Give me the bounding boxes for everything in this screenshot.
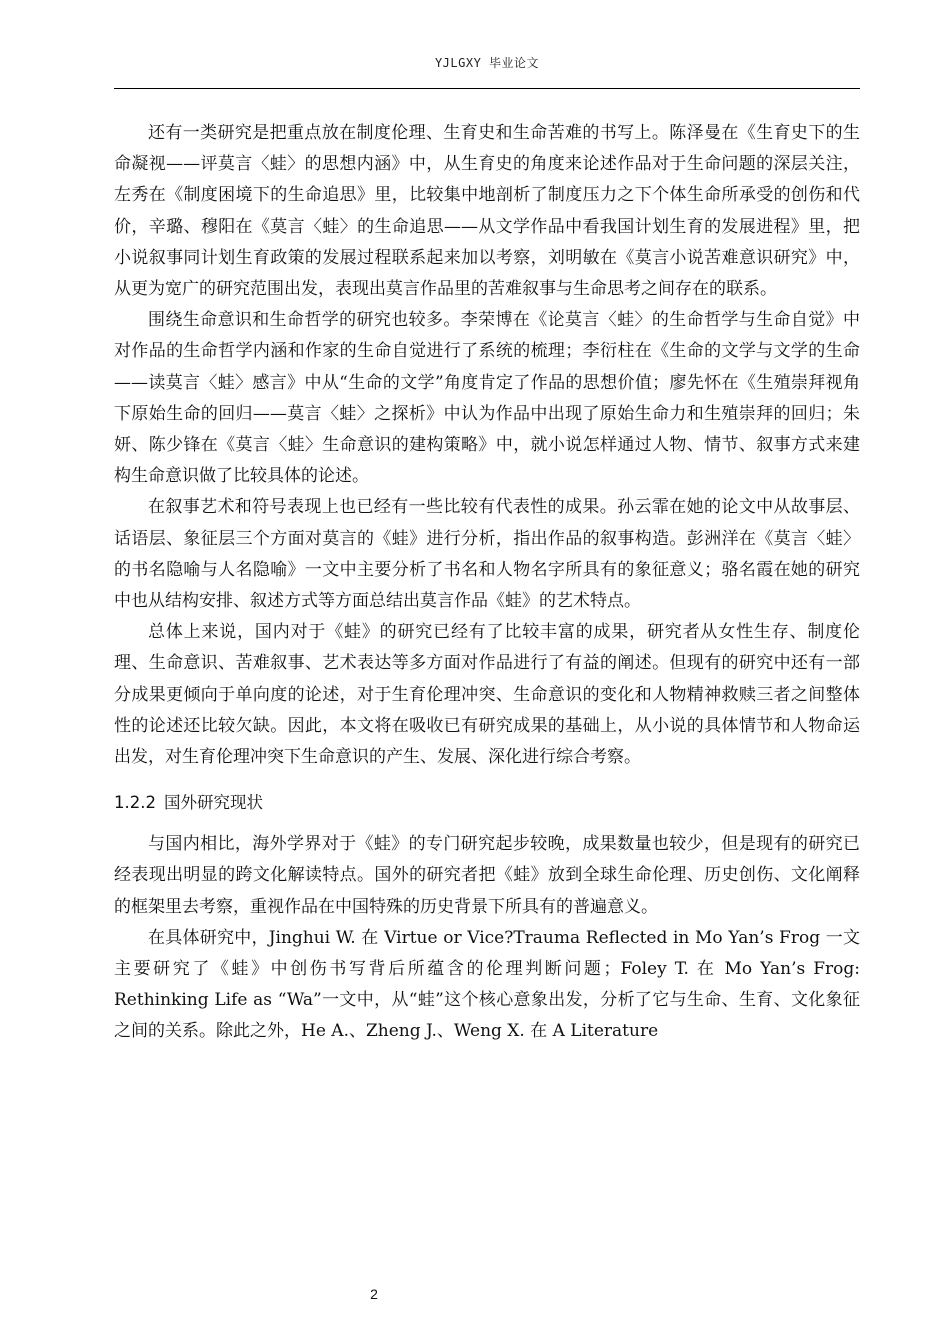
section-number: 1.2.2 (114, 793, 156, 813)
paragraph-narrative-art: 在叙事艺术和符号表现上也已经有一些比较有代表性的成果。孙云霏在她的论文中从故事层、话语层、象征层三个方面对莫言的《蛙》进行分析，指出作品的叙事构造。彭洲洋在《莫言〈蛙〉的书名隐喻与人名隐喻》一文中主要分析了书名和人物名字所具有的象征意义；骆名霞在她的研究中也从结构安排、叙述方式等方面总结出莫言作品《蛙》的艺术特点。 (114, 497, 860, 612)
section-heading (114, 785, 860, 821)
header-rule (114, 88, 860, 89)
document-body (114, 118, 860, 1048)
section-title: 国外研究现状 (163, 793, 263, 813)
paragraph-institutional-ethics: 还有一类研究是把重点放在制度伦理、生育史和生命苦难的书写上。陈泽曼在《生育史下的生命凝视——评莫言〈蛙〉的思想内涵》中，从生育史的角度来论述作品对于生命问题的深层关注，左秀在《制度困境下的生命追思》里，比较集中地剖析了制度压力之下个体生命所承受的创伤和代价，辛璐、穆阳在《莫言〈蛙〉的生命追思——从文学作品中看我国计划生育的发展进程》里，把小说叙事同计划生育政策的发展过程联系起来加以考察，刘明敏在《莫言小说苦难意识研究》中，从更为宽广的研究范围出发，表现出莫言作品里的苦难叙事与生命思考之间存在的联系。 (114, 123, 860, 300)
paragraph-domestic-summary: 总体上来说，国内对于《蛙》的研究已经有了比较丰富的成果，研究者从女性生存、制度伦理、生命意识、苦难叙事、艺术表达等多方面对作品进行了有益的阐述。但现有的研究中还有一部分成果更倾向于单向度的论述，对于生育伦理冲突、生命意识的变化和人物精神救赎三者之间整体性的论述还比较欠缺。因此，本文将在吸收已有研究成果的基础上，从小说的具体情节和人物命运出发，对生育伦理冲突下生命意识的产生、发展、深化进行综合考察。 (114, 622, 860, 768)
paragraph-overseas-specific: 在具体研究中，Jinghui W. 在 Virtue or Vice?Trauma Reflected in Mo Yan’s Frog 一文主要研究了《蛙》中创伤书写背后所蕴含的伦理判断问题；Foley T. 在 Mo Yan’s Frog: Rethinking Life as “Wa”一文中，从“蛙”这个核心意象出发，分析了它与生命、生育、文化象征之间的关系。除此之外，He A.、Zheng J.、Weng X. 在 A Literature (114, 927, 860, 1042)
page-header-title: YJLGXY 毕业论文 (434, 56, 540, 70)
paragraph-life-philosophy: 围绕生命意识和生命哲学的研究也较多。李荣博在《论莫言〈蛙〉的生命哲学与生命自觉》中对作品的生命哲学内涵和作家的生命自觉进行了系统的梳理；李衍柱在《生命的文学与文学的生命——读莫言〈蛙〉感言》中从“生命的文学”角度肯定了作品的思想价值；廖先怀在《生殖崇拜视角下原始生命的回归——莫言〈蛙〉之探析》中认为作品中出现了原始生命力和生殖崇拜的回归；朱妍、陈少锋在《莫言〈蛙〉生命意识的建构策略》中，就小说怎样通过人物、情节、叙事方式来建构生命意识做了比较具体的论述。 (114, 310, 860, 487)
paragraph-overseas-intro: 与国内相比，海外学界对于《蛙》的专门研究起步较晚，成果数量也较少，但是现有的研究已经表现出明显的跨文化解读特点。国外的研究者把《蛙》放到全球生命伦理、历史创伤、文化阐释的框架里去考察，重视作品在中国特殊的历史背景下所具有的普遍意义。 (114, 834, 860, 917)
page-number: 2 (370, 1286, 378, 1302)
